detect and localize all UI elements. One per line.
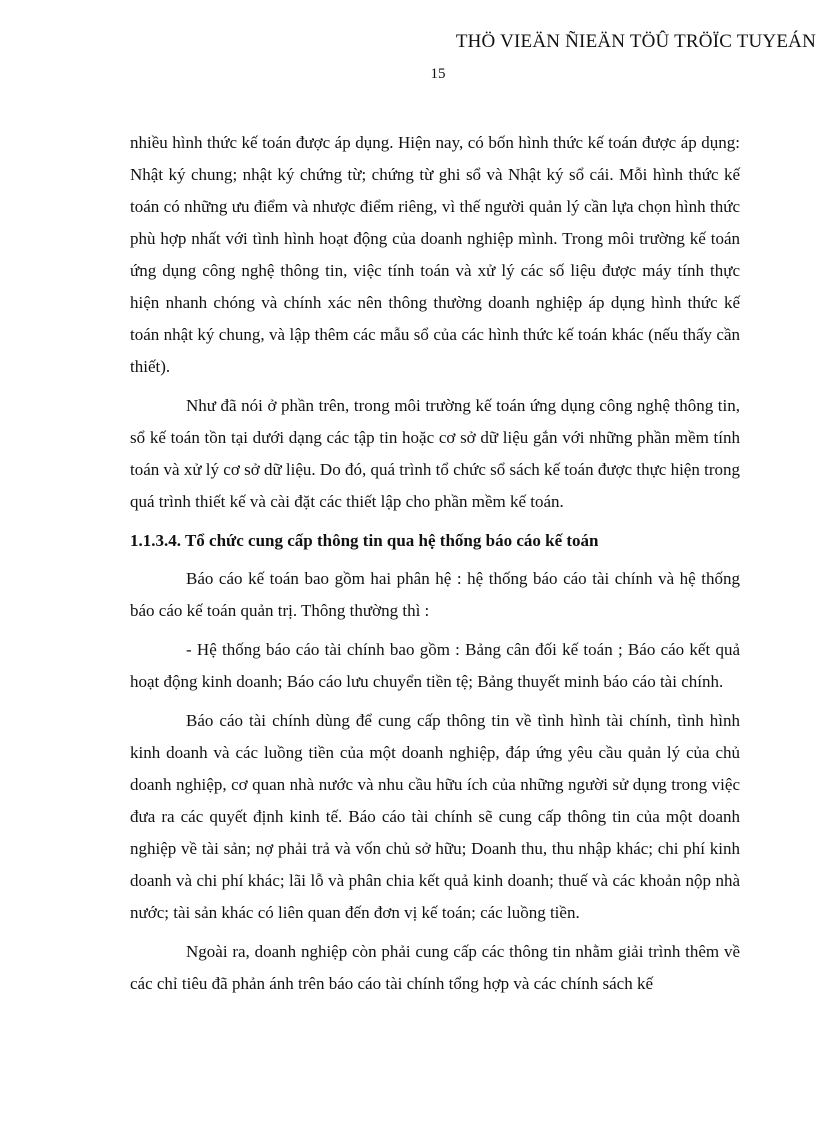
document-body	[130, 127, 740, 1007]
paragraph-accounting-forms: nhiều hình thức kế toán được áp dụng. Hiện nay, có bốn hình thức kế toán được áp dụng: Nhật ký chung; nhật ký chứng từ; chứng từ ghi sổ và Nhật ký sổ cái. Mỗi hình thức kế toán có những ưu điểm và nhược điểm riêng, vì thế người quản lý cần lựa chọn hình thức phù hợp nhất với tình hình hoạt động của doanh nghiệp mình. Trong môi trường kế toán ứng dụng công nghệ thông tin, việc tính toán và xử lý các số liệu được máy tính thực hiện nhanh chóng và chính xác nên thông thường doanh nghiệp áp dụng hình thức kế toán nhật ký chung, và lập thêm các mẫu sổ của các hình thức kế toán khác (nếu thấy cần thiết).	[130, 133, 740, 376]
paragraph-financial-report-list: - Hệ thống báo cáo tài chính bao gồm : Bảng cân đối kế toán ; Báo cáo kết quả hoạt động kinh doanh; Báo cáo lưu chuyển tiền tệ; Bảng thuyết minh báo cáo tài chính.	[130, 640, 740, 691]
paragraph-financial-report-purpose: Báo cáo tài chính dùng để cung cấp thông tin về tình hình tài chính, tình hình kinh doanh và các luồng tiền của một doanh nghiệp, đáp ứng yêu cầu quản lý của chủ doanh nghiệp, cơ quan nhà nước và nhu cầu hữu ích của những người sử dụng trong việc đưa ra các quyết định kinh tế. Báo cáo tài chính sẽ cung cấp thông tin của một doanh nghiệp về tài sản; nợ phải trả và vốn chủ sở hữu; Doanh thu, thu nhập khác; chi phí kinh doanh và chi phí khác; lãi lỗ và phân chia kết quả kinh doanh; thuế và các khoản nộp nhà nước; tài sản khác có liên quan đến đơn vị kế toán; các luồng tiền.	[130, 711, 740, 922]
library-header-banner: THÖ VIEÄN ÑIEÄN TÖÛ TRÖÏC TUYEÁN	[455, 31, 816, 52]
section-heading: 1.1.3.4. Tổ chức cung cấp thông tin qua hệ thống báo cáo kế toán	[130, 531, 599, 550]
paragraph-report-subsystems: Báo cáo kế toán bao gồm hai phân hệ : hệ thống báo cáo tài chính và hệ thống báo cáo kế toán quản trị. Thông thường thì :	[130, 569, 740, 620]
paragraph-additional-information: Ngoài ra, doanh nghiệp còn phải cung cấp các thông tin nhằm giải trình thêm về các chỉ tiêu đã phản ánh trên báo cáo tài chính tổng hợp và các chính sách kế	[130, 942, 740, 993]
paragraph-accounting-books: Như đã nói ở phần trên, trong môi trường kế toán ứng dụng công nghệ thông tin, sổ kế toán tồn tại dưới dạng các tập tin hoặc cơ sở dữ liệu gắn với những phần mềm tính toán và xử lý cơ sở dữ liệu. Do đó, quá trình tổ chức sổ sách kế toán được thực hiện trong quá trình thiết kế và cài đặt các thiết lập cho phần mềm kế toán.	[130, 396, 740, 511]
page-number: 15	[430, 66, 446, 82]
